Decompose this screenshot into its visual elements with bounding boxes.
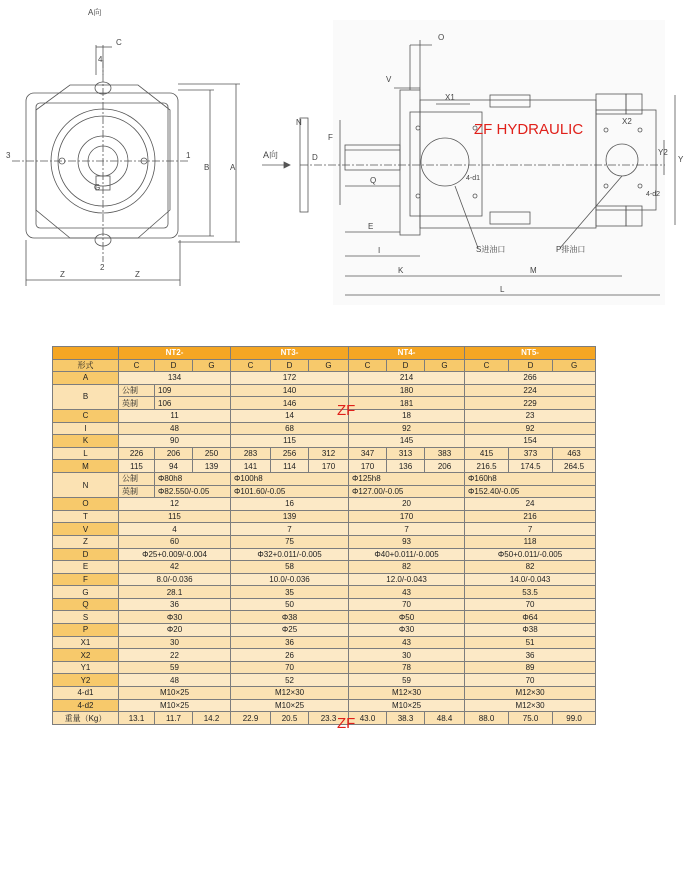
table-row-a <box>53 372 596 385</box>
table-cell: 11.7 <box>155 712 193 725</box>
table-cell: 170 <box>349 460 387 473</box>
table-cell: 115 <box>119 510 231 523</box>
table-cell: 118 <box>465 535 596 548</box>
table-row-s <box>53 611 596 624</box>
table-row-n-imperial <box>53 485 596 498</box>
table-cell: 256 <box>271 447 309 460</box>
table-cell: 23.3 <box>309 712 349 725</box>
table-cell: M12×30 <box>465 699 596 712</box>
table-cell: 30 <box>119 636 231 649</box>
table-row-l <box>53 447 596 460</box>
table-cell: Φ25 <box>231 624 349 637</box>
variant-c: C <box>231 359 271 372</box>
table-row-b <box>53 384 596 397</box>
table-row-p <box>53 624 596 637</box>
table-cell: 14 <box>231 409 349 422</box>
variant-d: D <box>271 359 309 372</box>
table-cell: 4 <box>119 523 231 536</box>
model-nt3: NT3- <box>231 347 349 360</box>
table-row-z <box>53 535 596 548</box>
table-cell: 43 <box>349 586 465 599</box>
row-label: 重量（Kg） <box>53 712 119 725</box>
imperial-label: 英制 <box>119 485 155 498</box>
table-cell: Φ152.40/-0.05 <box>465 485 596 498</box>
variant-d: D <box>387 359 425 372</box>
form-label: 形式 <box>53 359 119 372</box>
row-label: M <box>53 460 119 473</box>
table-cell: 109 <box>155 384 231 397</box>
dim-4-d2: 4-d2 <box>646 191 661 198</box>
table-cell: 10.0/-0.036 <box>231 573 349 586</box>
table-cell: 140 <box>231 384 349 397</box>
spec-table <box>52 346 596 725</box>
table-cell: 7 <box>349 523 465 536</box>
table-cell: 70 <box>465 674 596 687</box>
table-cell: 216.5 <box>465 460 509 473</box>
dim-b: B <box>204 163 210 172</box>
dim-x1: X1 <box>445 93 455 102</box>
table-cell: 106 <box>155 397 231 410</box>
row-label: F <box>53 573 119 586</box>
table-cell: 266 <box>465 372 596 385</box>
table-cell: Φ101.60/-0.05 <box>231 485 349 498</box>
variant-d: D <box>509 359 553 372</box>
row-label: B <box>53 384 119 409</box>
row-label: Q <box>53 598 119 611</box>
table-row-x1 <box>53 636 596 649</box>
dim-m: M <box>530 266 537 275</box>
table-row-c <box>53 409 596 422</box>
table-cell: 154 <box>465 435 596 448</box>
table-row-d <box>53 548 596 561</box>
table-cell: 89 <box>465 661 596 674</box>
table-cell: 70 <box>231 661 349 674</box>
table-cell: 180 <box>349 384 465 397</box>
model-nt2: NT2- <box>119 347 231 360</box>
variant-g: G <box>309 359 349 372</box>
dim-x2: X2 <box>622 117 632 126</box>
table-cell: 7 <box>231 523 349 536</box>
table-cell: 14.0/-0.043 <box>465 573 596 586</box>
table-cell: 312 <box>309 447 349 460</box>
table-cell: 115 <box>231 435 349 448</box>
table-row-m <box>53 460 596 473</box>
table-cell: 43.0 <box>349 712 387 725</box>
table-cell: 8.0/-0.036 <box>119 573 231 586</box>
table-cell: M10×25 <box>231 699 349 712</box>
dim-e: E <box>368 222 374 231</box>
table-cell: 50 <box>231 598 349 611</box>
table-cell: 24 <box>465 498 596 511</box>
header-row-variants <box>53 359 596 372</box>
table-cell: 264.5 <box>553 460 596 473</box>
technical-drawing <box>0 0 700 330</box>
table-cell: 415 <box>465 447 509 460</box>
row-label: P <box>53 624 119 637</box>
table-cell: Φ160h8 <box>465 472 596 485</box>
table-cell: 88.0 <box>465 712 509 725</box>
metric-label: 公制 <box>119 384 155 397</box>
table-cell: Φ40+0.011/-0.005 <box>349 548 465 561</box>
table-row-y2 <box>53 674 596 687</box>
table-row-d2 <box>53 699 596 712</box>
table-cell: 90 <box>119 435 231 448</box>
table-cell: 206 <box>155 447 193 460</box>
row-label: K <box>53 435 119 448</box>
dim-4-d1: 4-d1 <box>466 175 481 182</box>
variant-c: C <box>119 359 155 372</box>
table-cell: M10×25 <box>119 687 231 700</box>
table-cell: 38.3 <box>387 712 425 725</box>
table-cell: 82 <box>349 561 465 574</box>
table-cell: Φ50+0.011/-0.005 <box>465 548 596 561</box>
table-cell: 28.1 <box>119 586 231 599</box>
table-cell: 59 <box>119 661 231 674</box>
dim-a: A <box>230 163 236 172</box>
pressure-port-label: P排油口 <box>556 245 586 254</box>
port-label-4: 4 <box>98 55 103 64</box>
table-cell: 12.0/-0.043 <box>349 573 465 586</box>
table-cell: Φ100h8 <box>231 472 349 485</box>
table-row-i <box>53 422 596 435</box>
table-cell: 139 <box>231 510 349 523</box>
dim-l: L <box>500 285 505 294</box>
variant-g: G <box>425 359 465 372</box>
view-label-a: A向 <box>88 8 102 17</box>
table-cell: 53.5 <box>465 586 596 599</box>
port-label-1: 1 <box>186 151 191 160</box>
table-cell: 75.0 <box>509 712 553 725</box>
table-cell: 58 <box>231 561 349 574</box>
table-cell: 75 <box>231 535 349 548</box>
table-cell: Φ20 <box>119 624 231 637</box>
table-cell: 59 <box>349 674 465 687</box>
table-cell: 70 <box>465 598 596 611</box>
table-row-q <box>53 598 596 611</box>
row-label: O <box>53 498 119 511</box>
table-cell: 214 <box>349 372 465 385</box>
table-cell: Φ80h8 <box>155 472 231 485</box>
table-cell: 250 <box>193 447 231 460</box>
dim-f: F <box>328 133 333 142</box>
table-cell: 16 <box>231 498 349 511</box>
row-label: 4-d2 <box>53 699 119 712</box>
variant-c: C <box>465 359 509 372</box>
dim-c: C <box>116 38 122 47</box>
row-label: L <box>53 447 119 460</box>
table-cell: 229 <box>465 397 596 410</box>
dim-q: Q <box>370 176 377 185</box>
watermark-brand: ZF HYDRAULIC <box>474 121 584 138</box>
table-cell: Φ38 <box>231 611 349 624</box>
table-cell: 13.1 <box>119 712 155 725</box>
table-cell: 26 <box>231 649 349 662</box>
table-row-y1 <box>53 661 596 674</box>
table-row-o <box>53 498 596 511</box>
port-label-3: 3 <box>6 151 11 160</box>
table-cell: 20 <box>349 498 465 511</box>
table-cell: M12×30 <box>465 687 596 700</box>
table-cell: 134 <box>119 372 231 385</box>
table-cell: 22 <box>119 649 231 662</box>
metric-label: 公制 <box>119 472 155 485</box>
table-cell: 48 <box>119 422 231 435</box>
table-row-w <box>53 712 596 725</box>
table-row-x2 <box>53 649 596 662</box>
table-cell: 139 <box>193 460 231 473</box>
table-cell: 94 <box>155 460 193 473</box>
dim-y2: Y2 <box>658 148 668 157</box>
header-row-models <box>53 347 596 360</box>
table-cell: 92 <box>465 422 596 435</box>
dim-y: Y <box>678 155 684 164</box>
model-nt4: NT4- <box>349 347 465 360</box>
table-row-b-imperial <box>53 397 596 410</box>
suction-port-label: S进油口 <box>476 245 506 254</box>
table-cell: Φ127.00/-0.05 <box>349 485 465 498</box>
row-label: Y2 <box>53 674 119 687</box>
table-cell: 347 <box>349 447 387 460</box>
table-cell: 174.5 <box>509 460 553 473</box>
table-cell: 43 <box>349 636 465 649</box>
table-cell: 146 <box>231 397 349 410</box>
table-cell: M10×25 <box>349 699 465 712</box>
table-cell: 93 <box>349 535 465 548</box>
model-nt5: NT5- <box>465 347 596 360</box>
table-cell: 463 <box>553 447 596 460</box>
table-cell: 206 <box>425 460 465 473</box>
table-cell: 170 <box>309 460 349 473</box>
row-label: D <box>53 548 119 561</box>
table-cell: 36 <box>119 598 231 611</box>
table-row-t <box>53 510 596 523</box>
table-row-f <box>53 573 596 586</box>
table-cell: Φ82.550/-0.05 <box>155 485 231 498</box>
table-cell: 36 <box>465 649 596 662</box>
table-cell: 23 <box>465 409 596 422</box>
table-cell: 14.2 <box>193 712 231 725</box>
table-cell: M12×30 <box>349 687 465 700</box>
row-label: X1 <box>53 636 119 649</box>
dim-n: N <box>296 118 302 127</box>
table-cell: 92 <box>349 422 465 435</box>
table-row-n <box>53 472 596 485</box>
dim-g: G <box>94 183 101 192</box>
table-cell: 35 <box>231 586 349 599</box>
table-cell: 373 <box>509 447 553 460</box>
row-label: X2 <box>53 649 119 662</box>
dim-o: O <box>438 33 445 42</box>
table-cell: 48.4 <box>425 712 465 725</box>
table-cell: 172 <box>231 372 349 385</box>
row-label: E <box>53 561 119 574</box>
spec-table-body <box>53 347 596 725</box>
variant-d: D <box>155 359 193 372</box>
dim-k: K <box>398 266 404 275</box>
table-cell: 51 <box>465 636 596 649</box>
table-cell: 383 <box>425 447 465 460</box>
dim-i: I <box>378 246 381 255</box>
table-cell: 52 <box>231 674 349 687</box>
watermark-zf-2: ZF <box>337 715 356 732</box>
dim-d: D <box>312 153 318 162</box>
table-cell: 68 <box>231 422 349 435</box>
table-cell: Φ125h8 <box>349 472 465 485</box>
table-cell: Φ38 <box>465 624 596 637</box>
table-cell: 60 <box>119 535 231 548</box>
table-cell: 22.9 <box>231 712 271 725</box>
table-cell: 18 <box>349 409 465 422</box>
table-cell: 145 <box>349 435 465 448</box>
table-cell: 313 <box>387 447 425 460</box>
side-view <box>262 20 684 305</box>
table-cell: 78 <box>349 661 465 674</box>
table-cell: 11 <box>119 409 231 422</box>
arrow-label-a: A向 <box>263 150 279 160</box>
front-view <box>6 7 240 286</box>
table-cell: 48 <box>119 674 231 687</box>
table-cell: Φ64 <box>465 611 596 624</box>
table-cell: 7 <box>465 523 596 536</box>
table-cell: 115 <box>119 460 155 473</box>
table-cell: 136 <box>387 460 425 473</box>
table-cell: M12×30 <box>231 687 349 700</box>
variant-g: G <box>193 359 231 372</box>
row-label: Y1 <box>53 661 119 674</box>
dim-z-right: Z <box>135 270 140 279</box>
table-row-g <box>53 586 596 599</box>
dim-v: V <box>386 75 392 84</box>
table-cell: 170 <box>349 510 465 523</box>
table-cell: Φ32+0.011/-0.005 <box>231 548 349 561</box>
row-label: G <box>53 586 119 599</box>
table-cell: 181 <box>349 397 465 410</box>
table-cell: 36 <box>231 636 349 649</box>
table-cell: 226 <box>119 447 155 460</box>
row-label: C <box>53 409 119 422</box>
table-row-v <box>53 523 596 536</box>
row-label: V <box>53 523 119 536</box>
table-cell: 12 <box>119 498 231 511</box>
table-cell: 216 <box>465 510 596 523</box>
row-label: 4-d1 <box>53 687 119 700</box>
variant-c: C <box>349 359 387 372</box>
table-cell: Φ25+0.009/-0.004 <box>119 548 231 561</box>
port-label-2: 2 <box>100 263 105 272</box>
table-cell: Φ50 <box>349 611 465 624</box>
table-cell: 114 <box>271 460 309 473</box>
table-cell: Φ30 <box>349 624 465 637</box>
table-cell: 283 <box>231 447 271 460</box>
watermark-zf-1: ZF <box>337 402 356 419</box>
table-cell: 30 <box>349 649 465 662</box>
row-label: N <box>53 472 119 497</box>
table-cell: 70 <box>349 598 465 611</box>
dim-z-left: Z <box>60 270 65 279</box>
table-cell: M10×25 <box>119 699 231 712</box>
row-label: S <box>53 611 119 624</box>
table-cell: 99.0 <box>553 712 596 725</box>
table-cell: 141 <box>231 460 271 473</box>
table-row-e <box>53 561 596 574</box>
table-cell: 224 <box>465 384 596 397</box>
variant-g: G <box>553 359 596 372</box>
row-label: I <box>53 422 119 435</box>
table-row-k <box>53 435 596 448</box>
imperial-label: 英制 <box>119 397 155 410</box>
row-label: T <box>53 510 119 523</box>
table-cell: 82 <box>465 561 596 574</box>
table-cell: 20.5 <box>271 712 309 725</box>
table-cell: 42 <box>119 561 231 574</box>
table-row-d1 <box>53 687 596 700</box>
table-cell: Φ30 <box>119 611 231 624</box>
row-label: A <box>53 372 119 385</box>
row-label: Z <box>53 535 119 548</box>
